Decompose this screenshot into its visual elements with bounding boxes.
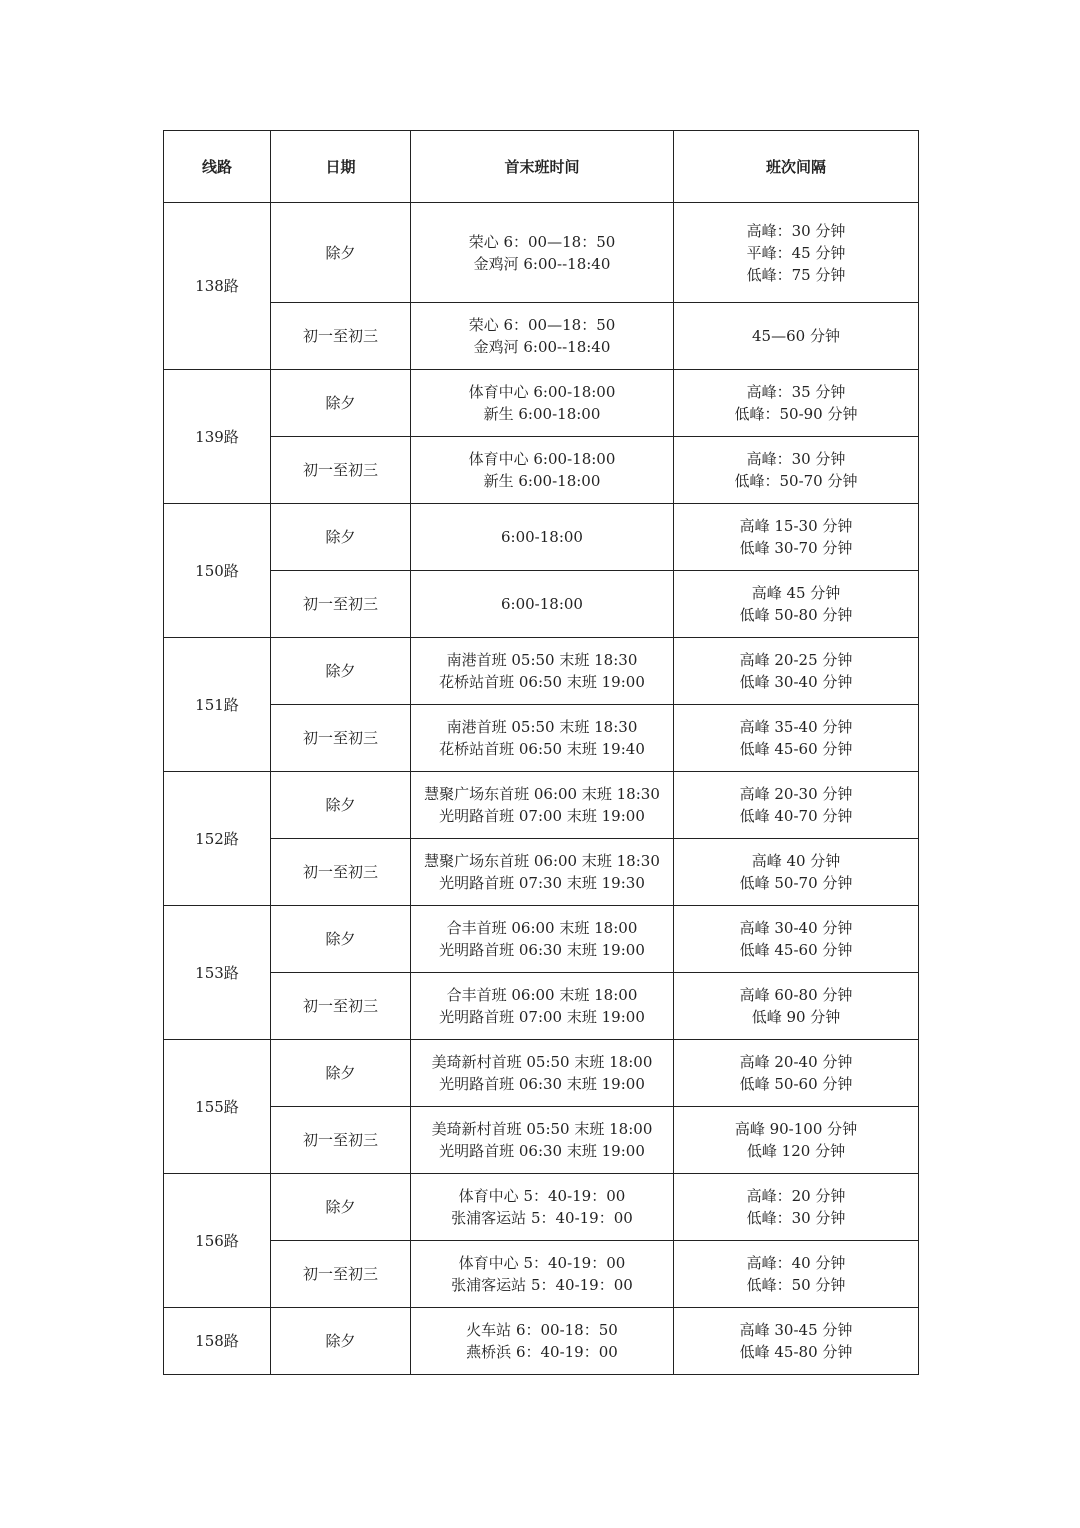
- times-cell: [411, 437, 674, 504]
- table-row: [164, 370, 919, 437]
- route-cell: 138路: [164, 203, 271, 370]
- date-cell: 初一至初三: [271, 437, 411, 504]
- interval-line: 低峰：75 分钟: [746, 265, 846, 284]
- date-cell: 初一至初三: [271, 1107, 411, 1174]
- date-cell: 除夕: [271, 1040, 411, 1107]
- interval-line: 低峰 50-70 分钟: [739, 874, 853, 892]
- times-cell: [411, 571, 674, 638]
- times-cell: [411, 303, 674, 370]
- interval-line: 高峰 30-40 分钟: [739, 919, 853, 937]
- time-line: 张浦客运站 5：40-19：00: [451, 1276, 633, 1294]
- time-line: 火车站 6：00-18：50: [466, 1321, 618, 1339]
- table-row: [164, 1308, 919, 1375]
- route-cell: 151路: [164, 638, 271, 772]
- date-cell: 除夕: [271, 203, 411, 303]
- interval-line: 低峰 120 分钟: [746, 1142, 846, 1160]
- table-row: [164, 1174, 919, 1241]
- times-cell: [411, 906, 674, 973]
- table-row: [164, 571, 919, 638]
- interval-line: 高峰 20-25 分钟: [739, 651, 853, 669]
- interval-cell: [674, 973, 919, 1040]
- interval-line: 低峰 50-60 分钟: [739, 1075, 853, 1093]
- times-cell: [411, 973, 674, 1040]
- interval-cell: [674, 437, 919, 504]
- time-line: 慧聚广场东首班 06:00 末班 18:30: [424, 785, 660, 803]
- time-line: 光明路首班 06:30 末班 19:00: [439, 1075, 645, 1093]
- times-cell: [411, 638, 674, 705]
- interval-line: 高峰 20-40 分钟: [739, 1053, 853, 1071]
- time-line: 燕桥浜 6：40-19：00: [466, 1343, 618, 1361]
- table-row: [164, 1040, 919, 1107]
- table-row: [164, 1107, 919, 1174]
- interval-cell: [674, 504, 919, 571]
- route-cell: 155路: [164, 1040, 271, 1174]
- interval-cell: [674, 1241, 919, 1308]
- time-line: 6:00-18:00: [501, 528, 583, 546]
- time-line: 光明路首班 07:00 末班 19:00: [439, 1008, 645, 1026]
- time-line: 南港首班 05:50 末班 18:30: [446, 718, 638, 736]
- header-route: 线路: [164, 131, 271, 203]
- interval-line: 高峰：30 分钟: [746, 221, 846, 240]
- time-line: 花桥站首班 06:50 末班 19:40: [439, 740, 645, 758]
- time-line: 体育中心 5：40-19：00: [458, 1254, 626, 1272]
- date-cell: 除夕: [271, 504, 411, 571]
- date-cell: 初一至初三: [271, 1241, 411, 1308]
- date-cell: 除夕: [271, 370, 411, 437]
- table-row: [164, 906, 919, 973]
- interval-line: 高峰：35 分钟: [746, 383, 846, 401]
- interval-line: 低峰 90 分钟: [751, 1008, 841, 1026]
- time-line: 美琦新村首班 05:50 末班 18:00: [431, 1120, 653, 1138]
- times-cell: [411, 203, 674, 303]
- interval-line: 高峰：20 分钟: [746, 1187, 846, 1205]
- interval-line: 低峰 40-70 分钟: [739, 807, 853, 825]
- time-line: 6:00-18:00: [501, 595, 583, 613]
- interval-cell: [674, 203, 919, 303]
- interval-line: 高峰 20-30 分钟: [739, 785, 853, 803]
- interval-line: 低峰：50 分钟: [746, 1276, 846, 1294]
- table-body: [164, 203, 919, 1375]
- time-line: 合丰首班 06:00 末班 18:00: [446, 919, 638, 937]
- route-cell: 139路: [164, 370, 271, 504]
- time-line: 光明路首班 07:30 末班 19:30: [439, 874, 645, 892]
- bus-schedule-table: [163, 130, 919, 1375]
- table-row: [164, 638, 919, 705]
- date-cell: 初一至初三: [271, 303, 411, 370]
- interval-line: 低峰 30-40 分钟: [739, 673, 853, 691]
- interval-cell: [674, 303, 919, 370]
- interval-line: 高峰：40 分钟: [746, 1254, 846, 1272]
- times-cell: [411, 772, 674, 839]
- interval-cell: [674, 370, 919, 437]
- interval-line: 高峰 30-45 分钟: [739, 1321, 853, 1339]
- time-line: 新生 6:00-18:00: [483, 472, 601, 490]
- interval-line: 高峰：30 分钟: [746, 450, 846, 468]
- interval-line: 高峰 60-80 分钟: [739, 986, 853, 1004]
- time-line: 体育中心 6:00-18:00: [468, 383, 616, 401]
- time-line: 慧聚广场东首班 06:00 末班 18:30: [424, 852, 660, 870]
- interval-line: 低峰 45-60 分钟: [739, 941, 853, 959]
- time-line: 光明路首班 06:30 末班 19:00: [439, 941, 645, 959]
- table-row: [164, 772, 919, 839]
- date-cell: 除夕: [271, 1308, 411, 1375]
- table-row: [164, 203, 919, 303]
- route-cell: 156路: [164, 1174, 271, 1308]
- time-line: 金鸡河 6:00--18:40: [473, 254, 611, 273]
- time-line: 光明路首班 07:00 末班 19:00: [439, 807, 645, 825]
- time-line: 张浦客运站 5：40-19：00: [451, 1209, 633, 1227]
- route-cell: 153路: [164, 906, 271, 1040]
- times-cell: [411, 1241, 674, 1308]
- table-row: [164, 303, 919, 370]
- table-row: [164, 973, 919, 1040]
- times-cell: [411, 1308, 674, 1375]
- date-cell: 除夕: [271, 772, 411, 839]
- route-cell: 152路: [164, 772, 271, 906]
- time-line: 体育中心 5：40-19：00: [458, 1187, 626, 1205]
- date-cell: 初一至初三: [271, 571, 411, 638]
- interval-cell: [674, 772, 919, 839]
- table-row: [164, 839, 919, 906]
- date-cell: 除夕: [271, 1174, 411, 1241]
- times-cell: [411, 705, 674, 772]
- interval-line: 低峰 45-60 分钟: [739, 740, 853, 758]
- time-line: 新生 6:00-18:00: [483, 405, 601, 423]
- interval-line: 低峰：50-70 分钟: [734, 472, 858, 490]
- times-cell: [411, 370, 674, 437]
- interval-line: 高峰 90-100 分钟: [734, 1120, 858, 1138]
- interval-cell: [674, 906, 919, 973]
- interval-line: 平峰：45 分钟: [746, 243, 846, 262]
- time-line: 荣心 6：00—18：50: [468, 232, 616, 251]
- interval-cell: [674, 839, 919, 906]
- times-cell: [411, 1174, 674, 1241]
- interval-cell: [674, 1308, 919, 1375]
- interval-line: 低峰：50-90 分钟: [734, 405, 858, 423]
- interval-cell: [674, 1174, 919, 1241]
- time-line: 金鸡河 6:00--18:40: [473, 338, 611, 356]
- time-line: 美琦新村首班 05:50 末班 18:00: [431, 1053, 653, 1071]
- table-row: [164, 504, 919, 571]
- interval-line: 低峰：30 分钟: [746, 1209, 846, 1227]
- interval-line: 高峰 40 分钟: [751, 852, 841, 870]
- date-cell: 初一至初三: [271, 839, 411, 906]
- time-line: 光明路首班 06:30 末班 19:00: [439, 1142, 645, 1160]
- date-cell: 除夕: [271, 638, 411, 705]
- interval-cell: [674, 571, 919, 638]
- times-cell: [411, 839, 674, 906]
- time-line: 花桥站首班 06:50 末班 19:00: [439, 673, 645, 691]
- header-interval: 班次间隔: [674, 131, 919, 203]
- time-line: 体育中心 6:00-18:00: [468, 450, 616, 468]
- header-row: [164, 131, 919, 203]
- interval-line: 高峰 45 分钟: [751, 584, 841, 602]
- times-cell: [411, 1107, 674, 1174]
- header-date: 日期: [271, 131, 411, 203]
- date-cell: 初一至初三: [271, 705, 411, 772]
- route-cell: 158路: [164, 1308, 271, 1375]
- interval-line: 低峰 45-80 分钟: [739, 1343, 853, 1361]
- interval-line: 45—60 分钟: [752, 327, 840, 345]
- times-cell: [411, 504, 674, 571]
- table-row: [164, 437, 919, 504]
- interval-cell: [674, 1040, 919, 1107]
- table-row: [164, 705, 919, 772]
- time-line: 合丰首班 06:00 末班 18:00: [446, 986, 638, 1004]
- interval-line: 低峰 50-80 分钟: [739, 606, 853, 624]
- time-line: 南港首班 05:50 末班 18:30: [446, 651, 638, 669]
- interval-line: 高峰 35-40 分钟: [739, 718, 853, 736]
- date-cell: 初一至初三: [271, 973, 411, 1040]
- table-row: [164, 1241, 919, 1308]
- route-cell: 150路: [164, 504, 271, 638]
- times-cell: [411, 1040, 674, 1107]
- interval-cell: [674, 705, 919, 772]
- date-cell: 除夕: [271, 906, 411, 973]
- interval-cell: [674, 638, 919, 705]
- time-line: 荣心 6：00—18：50: [468, 316, 616, 334]
- interval-cell: [674, 1107, 919, 1174]
- interval-line: 低峰 30-70 分钟: [739, 539, 853, 557]
- interval-line: 高峰 15-30 分钟: [739, 517, 853, 535]
- header-times: 首末班时间: [411, 131, 674, 203]
